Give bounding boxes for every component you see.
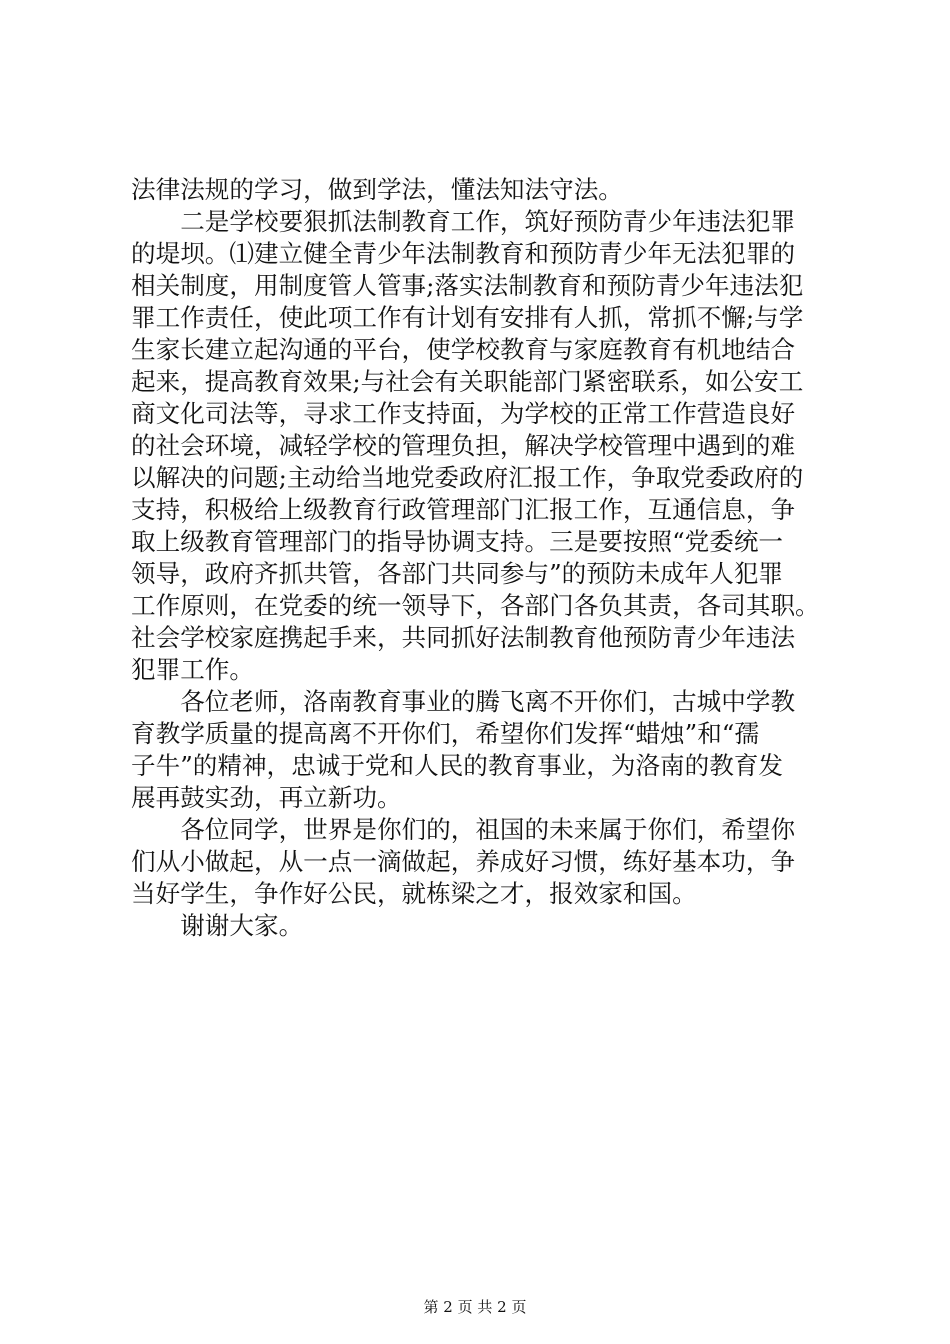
body-text-line: 犯罪工作。 <box>131 655 254 684</box>
body-text-line: 育教学质量的提高离不开你们，希望你们发挥“蜡烛”和“孺 <box>131 719 759 748</box>
body-text-line: 社会学校家庭携起手来，共同抓好法制教育他预防青少年违法 <box>131 623 796 652</box>
body-text-line: 以解决的问题;主动给当地党委政府汇报工作，争取党委政府的 <box>131 463 804 492</box>
body-text-line: 二是学校要狠抓法制教育工作，筑好预防青少年违法犯罪 <box>131 207 796 236</box>
body-text-line: 的社会环境，减轻学校的管理负担，解决学校管理中遇到的难 <box>131 431 796 460</box>
body-text-line: 的堤坝。⑴建立健全青少年法制教育和预防青少年无法犯罪的 <box>131 239 796 268</box>
body-text-line: 各位同学，世界是你们的，祖国的未来属于你们，希望你 <box>131 815 796 844</box>
body-text-line: 生家长建立起沟通的平台，使学校教育与家庭教育有机地结合 <box>131 335 796 364</box>
body-text-line: 商文化司法等，寻求工作支持面，为学校的正常工作营造良好 <box>131 399 796 428</box>
page-footer: 第 2 页 共 2 页 <box>423 1298 527 1316</box>
body-text-line: 当好学生，争作好公民，就栋梁之才，报效家和国。 <box>131 879 697 908</box>
body-text-line: 工作原则，在党委的统一领导下，各部门各负其责，各司其职。 <box>131 591 820 620</box>
body-text-line: 子牛”的精神，忠诚于党和人民的教育事业，为洛南的教育发 <box>131 751 784 780</box>
body-text-line: 谢谢大家。 <box>131 911 304 940</box>
body-text-line: 领导，政府齐抓共管，各部门共同参与”的预防未成年人犯罪 <box>131 559 784 588</box>
body-text-line: 取上级教育管理部门的指导协调支持。三是要按照“党委统一 <box>131 527 784 556</box>
body-text-line: 们从小做起，从一点一滴做起，养成好习惯，练好基本功，争 <box>131 847 796 876</box>
body-text-line: 展再鼓实劲，再立新功。 <box>131 783 402 812</box>
body-text-line: 罪工作责任，使此项工作有计划有安排有人抓，常抓不懈;与学 <box>131 303 804 332</box>
body-text-line: 法律法规的学习，做到学法，懂法知法守法。 <box>131 175 623 204</box>
body-text-line: 支持，积极给上级教育行政管理部门汇报工作，互通信息，争 <box>131 495 796 524</box>
body-text-line: 相关制度，用制度管人管事;落实法制教育和预防青少年违法犯 <box>131 271 804 300</box>
body-text-line: 起来，提高教育效果;与社会有关职能部门紧密联系，如公安工 <box>131 367 804 396</box>
body-text-line: 各位老师，洛南教育事业的腾飞离不开你们，古城中学教 <box>131 687 796 716</box>
